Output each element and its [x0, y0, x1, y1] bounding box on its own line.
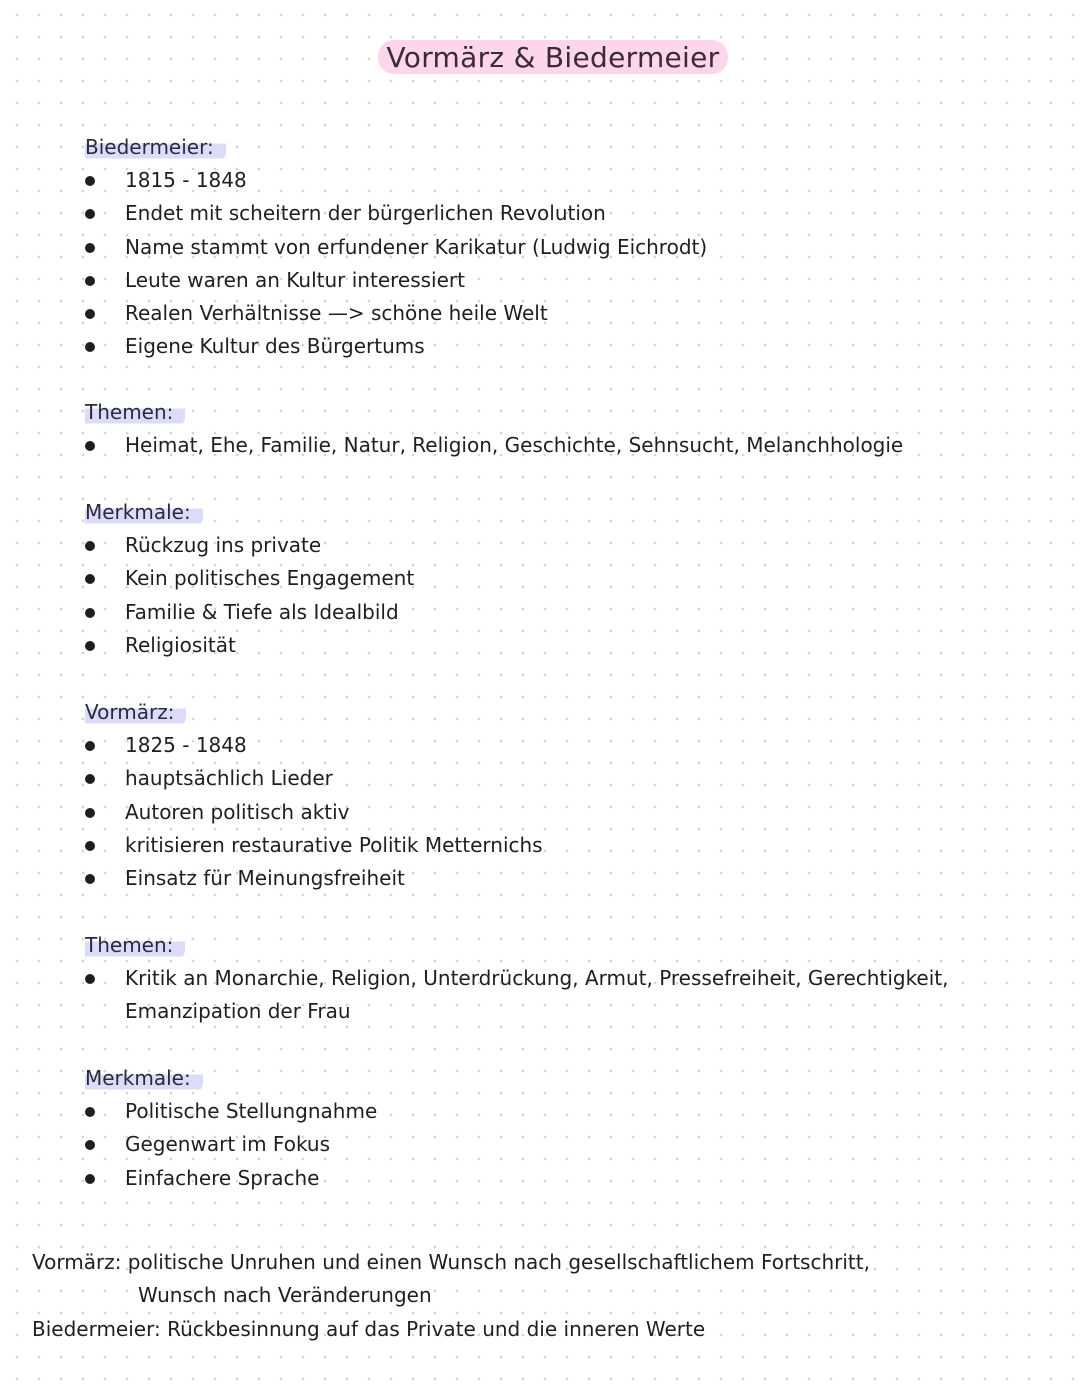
list-item: 1815 - 1848 — [85, 164, 707, 197]
summary-line: Biedermeier: Rückbesinnung auf das Private und die inneren Werte — [32, 1316, 706, 1341]
bullet-icon — [85, 441, 95, 451]
bullet-list — [85, 729, 543, 895]
section-heading: Themen: — [85, 397, 185, 427]
bullet-icon — [85, 774, 95, 784]
section-biedermeier — [85, 132, 707, 364]
bullet-icon — [85, 1174, 95, 1184]
bullet-icon — [85, 1140, 95, 1150]
page-title-text: Vormärz & Biedermeier — [386, 41, 720, 74]
section-merkmale-biedermeier — [85, 497, 414, 662]
section-merkmale-vormaerz — [85, 1063, 377, 1195]
list-item: Familie & Tiefe als Idealbild — [85, 596, 414, 629]
summary — [32, 1246, 870, 1346]
list-item: Kein politisches Engagement — [85, 562, 414, 595]
summary-line: Vormärz: politische Unruhen und einen Wunsch nach gesellschaftlichem Fortschritt, — [32, 1250, 870, 1274]
list-item: Einfachere Sprache — [85, 1162, 377, 1195]
section-heading: Merkmale: — [85, 497, 203, 527]
section-themen-vormaerz — [85, 930, 1005, 1029]
list-item: Heimat, Ehe, Familie, Natur, Religion, Geschichte, Sehnsucht, Melanchhologie — [85, 429, 903, 462]
list-item: Endet mit scheitern der bürgerlichen Revolution — [85, 197, 707, 230]
bullet-icon — [85, 309, 95, 319]
bullet-icon — [85, 974, 95, 984]
bullet-icon — [85, 641, 95, 651]
bullet-icon — [85, 808, 95, 818]
bullet-icon — [85, 209, 95, 219]
bullet-icon — [85, 541, 95, 551]
list-item: Einsatz für Meinungsfreiheit — [85, 862, 543, 895]
list-item: Eigene Kultur des Bürgertums — [85, 330, 707, 363]
page-title — [378, 40, 728, 74]
summary-line: Wunsch nach Veränderungen — [138, 1283, 432, 1308]
bullet-list — [85, 529, 414, 662]
bullet-list — [85, 429, 903, 462]
bullet-icon — [85, 841, 95, 851]
section-heading: Themen: — [85, 930, 185, 960]
list-item: Name stammt von erfundener Karikatur (Ludwig Eichrodt) — [85, 231, 707, 264]
list-item: Kritik an Monarchie, Religion, Unterdrückung, Armut, Pressefreiheit, Gerechtigkeit, Emanzipation der Frau — [85, 962, 1005, 1029]
section-heading: Vormärz: — [85, 697, 186, 727]
section-heading: Biedermeier: — [85, 132, 226, 162]
list-item: Gegenwart im Fokus — [85, 1128, 377, 1161]
bullet-icon — [85, 1107, 95, 1117]
list-item: Realen Verhältnisse —> schöne heile Welt — [85, 297, 707, 330]
bullet-icon — [85, 741, 95, 751]
bullet-icon — [85, 342, 95, 352]
bullet-icon — [85, 276, 95, 286]
bullet-list — [85, 164, 707, 364]
bullet-icon — [85, 608, 95, 618]
list-item: Autoren politisch aktiv — [85, 796, 543, 829]
bullet-icon — [85, 574, 95, 584]
section-themen-biedermeier — [85, 397, 903, 462]
list-item: Religiosität — [85, 629, 414, 662]
list-item: hauptsächlich Lieder — [85, 762, 543, 795]
list-item: Leute waren an Kultur interessiert — [85, 264, 707, 297]
bullet-icon — [85, 176, 95, 186]
bullet-list — [85, 1095, 377, 1195]
section-vormaerz — [85, 697, 543, 895]
bullet-icon — [85, 874, 95, 884]
list-item: 1825 - 1848 — [85, 729, 543, 762]
list-item: Politische Stellungnahme — [85, 1095, 377, 1128]
section-heading: Merkmale: — [85, 1063, 203, 1093]
list-item: kritisieren restaurative Politik Metternichs — [85, 829, 543, 862]
bullet-list — [85, 962, 1005, 1029]
bullet-icon — [85, 243, 95, 253]
list-item: Rückzug ins private — [85, 529, 414, 562]
